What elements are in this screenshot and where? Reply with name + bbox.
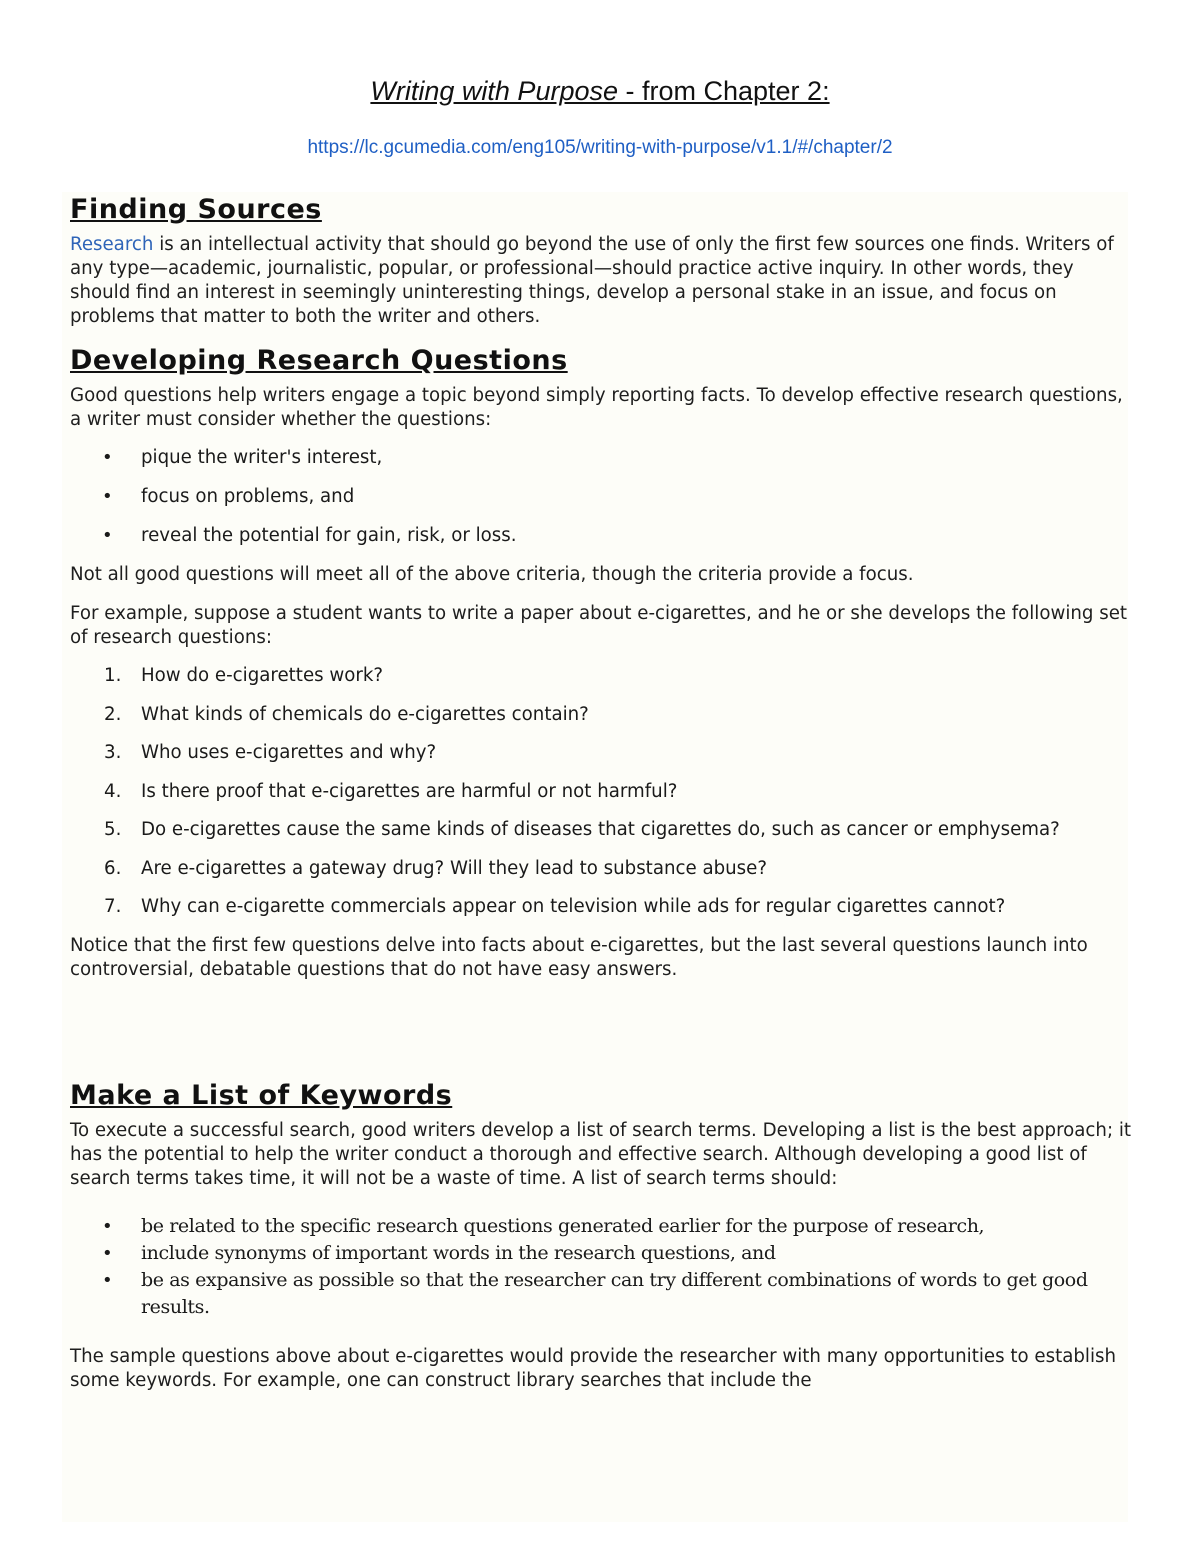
developing-questions-heading: Developing Research Questions [70, 345, 568, 376]
list-item: 7. Why can e-cigarette commercials appear on television while ads for regular cigarettes cannot? [104, 896, 1006, 917]
list-item: • focus on problems, and [102, 486, 355, 507]
list-item: • be related to the specific research questions generated earlier for the purpose of research, [70, 1213, 1135, 1240]
keywords-intro: To execute a successful search, good writers develop a list of search terms. Developing a list is the best approach; it has the potential to help the writer conduct a thorough and effective search. Although developing a good list of search terms takes time, it will not be a waste of time. A list of search terms should: [70, 1119, 1132, 1189]
bullet-icon: • [102, 447, 113, 468]
criteria-list [70, 446, 1135, 548]
bullet-icon: • [102, 1242, 113, 1264]
criteria-note: Not all good questions will meet all of the above criteria, though the criteria provide a focus. [70, 564, 914, 585]
developing-intro: Good questions help writers engage a topic beyond simply reporting facts. To develop effective research questions, a writer must consider whether the questions: [70, 385, 1123, 430]
list-item: 6. Are e-cigarettes a gateway drug? Will they lead to substance abuse? [104, 857, 767, 879]
title-rest: - from Chapter 2: [618, 76, 830, 106]
list-item: 4. Is there proof that e-cigarettes are harmful or not harmful? [104, 780, 678, 802]
list-item: 1. How do e-cigarettes work? [104, 665, 384, 686]
document-title [0, 76, 1200, 107]
list-item: 5. Do e-cigarettes cause the same kinds of diseases that cigarettes do, such as cancer or emphysema? [104, 819, 1060, 840]
keywords-closing: The sample questions above about e-cigarettes would provide the researcher with many opportunities to establish some keywords. For example, one can construct library searches that include the [70, 1345, 1117, 1391]
list-item: • be as expansive as possible so that the researcher can try different combinations of words to get good results. [102, 1268, 1088, 1318]
list-item: • pique the writer's interest, [102, 447, 383, 468]
chapter-link[interactable]: https://lc.gcumedia.com/eng105/writing-with-purpose/v1.1/#/chapter/2 [307, 137, 893, 158]
bullet-icon: • [102, 525, 113, 546]
bullet-icon: • [102, 1269, 113, 1291]
questions-conclusion: Notice that the first few questions delve into facts about e-cigarettes, but the last several questions launch into controversial, debatable questions that do not have easy answers. [70, 934, 1088, 980]
keywords-heading: Make a List of Keywords [70, 1079, 453, 1111]
example-paragraph: For example, suppose a student wants to write a paper about e-cigarettes, and he or she develops the following set of research questions: [70, 603, 1128, 648]
list-item: 3. Who uses e-cigarettes and why? [104, 742, 437, 763]
finding-sources-paragraph: Research is an intellectual activity that should go beyond the use of only the first few sources one finds. Writers of any type—academic, journalistic, popular, or professional—should practice active inquiry. In other words, they should find an interest in seemingly uninteresting things, develop a personal stake in an issue, and focus on problems that matter to both the writer and others. [70, 234, 1114, 327]
list-item: • include synonyms of important words in the research questions, and [70, 1240, 1135, 1267]
title-italic: Writing with Purpose [370, 76, 618, 106]
research-keyword[interactable]: Research [70, 234, 154, 255]
search-terms-list [70, 1213, 1135, 1321]
bullet-icon: • [102, 486, 113, 507]
finding-sources-heading: Finding Sources [70, 194, 322, 225]
research-questions-list [70, 664, 1135, 919]
document-body [70, 192, 1135, 1393]
list-item: 2. What kinds of chemicals do e-cigarettes contain? [104, 703, 589, 725]
list-item: • reveal the potential for gain, risk, or loss. [102, 525, 517, 546]
bullet-icon: • [102, 1215, 113, 1237]
